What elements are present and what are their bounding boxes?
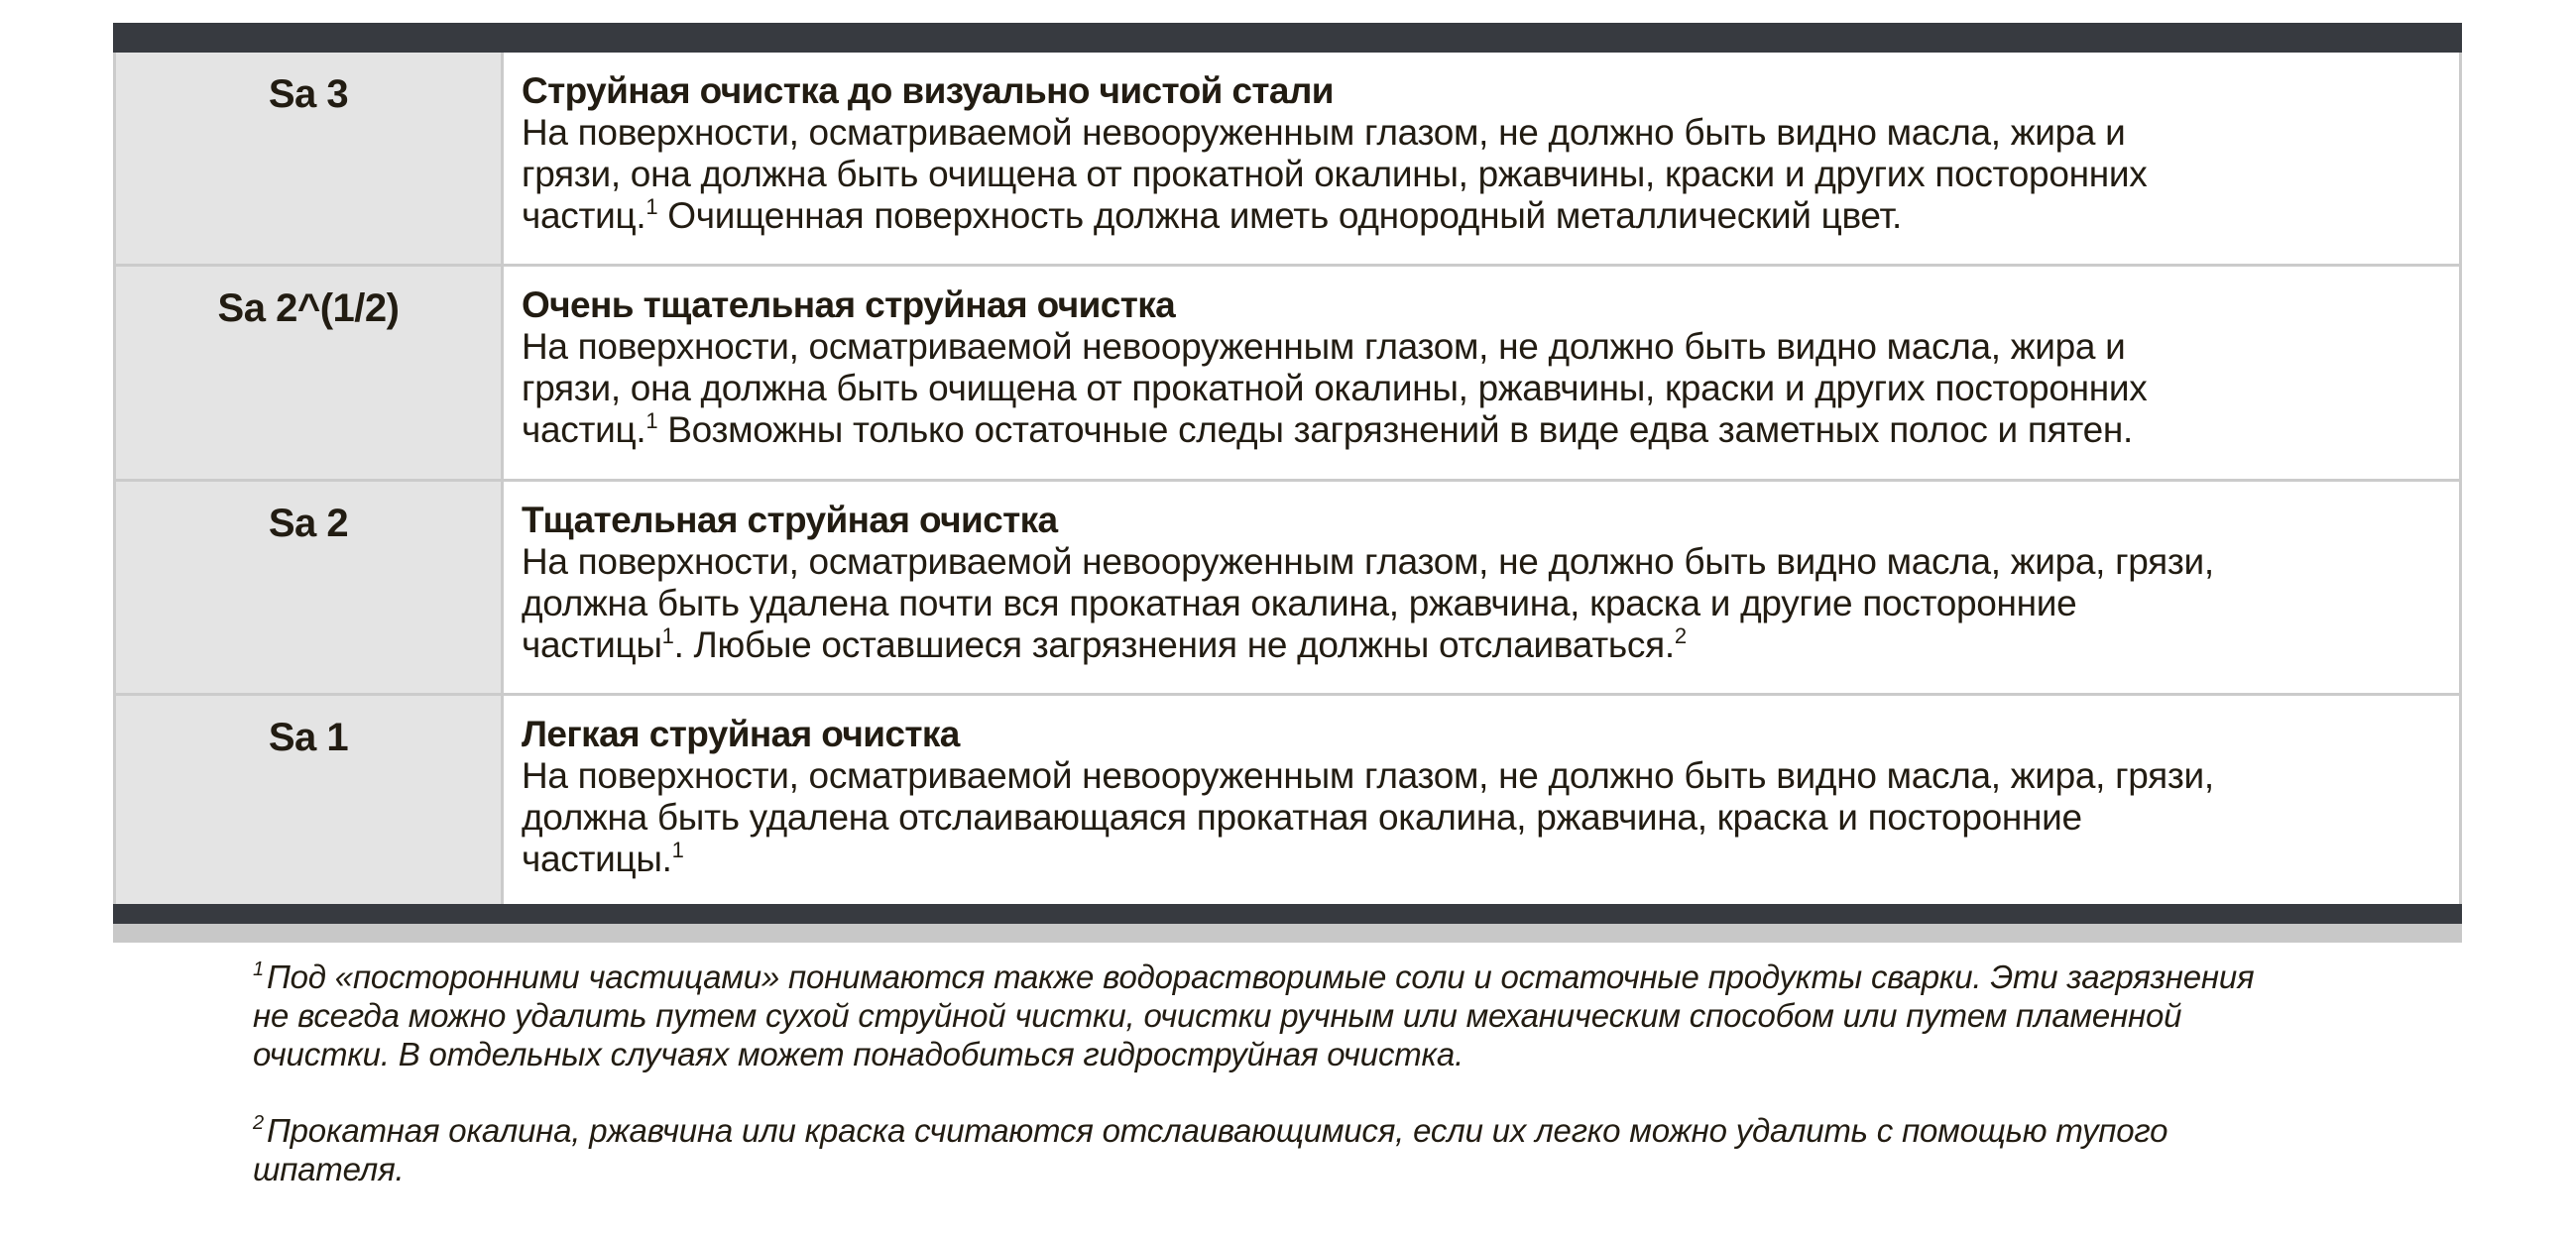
description-line xyxy=(522,839,2459,880)
line-text: частицы xyxy=(522,624,662,665)
description-line: должна быть удалена почти вся прокатная окалина, ржавчина, краска и другие посторонние xyxy=(522,583,2077,623)
table-bottom-bar xyxy=(113,904,2462,924)
table-row-sa2-half xyxy=(116,264,2459,479)
footnote-line: не всегда можно удалить путем сухой струйной чистки, очистки ручным или механическим способом или путем пламенной xyxy=(253,997,2182,1034)
footnote-1 xyxy=(253,957,2474,1073)
description-line xyxy=(522,409,2459,451)
footnote-line: шпателя. xyxy=(253,1151,405,1187)
grade-label: Sa 3 xyxy=(116,53,504,264)
table-row-sa3 xyxy=(116,53,2459,264)
line-text: Прокатная окалина, ржавчина или краска считаются отслаивающимися, если их легко можно удалить с помощью тупого xyxy=(266,1112,2168,1149)
footnote-marker: 1 xyxy=(253,958,264,980)
table-row-sa2 xyxy=(116,479,2459,693)
table-body xyxy=(113,53,2462,904)
grade-description xyxy=(504,482,2459,693)
footnote-ref-1: 1 xyxy=(645,408,658,433)
grade-label: Sa 1 xyxy=(116,696,504,904)
footnote-2 xyxy=(253,1111,2474,1188)
footnote-marker: 2 xyxy=(253,1112,264,1134)
line-text: Возможны только остаточные следы загрязнений в виде едва заметных полос и пятен. xyxy=(657,409,2133,450)
line-text: . Любые оставшиеся загрязнения не должны отслаиваться. xyxy=(673,624,1675,665)
description-line: грязи, она должна быть очищена от прокатной окалины, ржавчины, краски и других посторонних xyxy=(522,368,2148,408)
description-line: должна быть удалена отслаивающаяся прокатная окалина, ржавчина, краска и посторонние xyxy=(522,797,2082,838)
cleaning-grades-table xyxy=(113,23,2462,943)
line-text: Очищенная поверхность должна иметь однородный металлический цвет. xyxy=(657,195,1902,236)
footnotes xyxy=(253,957,2474,1226)
grade-label: Sa 2 xyxy=(116,482,504,693)
description-line xyxy=(522,195,2459,237)
table-row-sa1 xyxy=(116,693,2459,904)
footnote-ref-1: 1 xyxy=(645,194,658,219)
grade-description xyxy=(504,696,2459,904)
description-line: грязи, она должна быть очищена от прокатной окалины, ржавчины, краски и других посторонних xyxy=(522,154,2148,194)
table-shadow-bar xyxy=(113,924,2462,943)
footnote-ref-2: 2 xyxy=(1674,623,1687,648)
grade-description xyxy=(504,267,2459,479)
line-text: частиц. xyxy=(522,409,646,450)
grade-title: Очень тщательная струйная очистка xyxy=(522,284,1176,325)
footnote-ref-1: 1 xyxy=(671,838,684,862)
line-text: частицы. xyxy=(522,839,672,879)
grade-label: Sa 2^(1/2) xyxy=(116,267,504,479)
description-line: На поверхности, осматриваемой невооруженным глазом, не должно быть видно масла, жира, грязи, xyxy=(522,541,2214,582)
grade-title: Струйная очистка до визуально чистой стали xyxy=(522,70,1334,111)
description-line: На поверхности, осматриваемой невооруженным глазом, не должно быть видно масла, жира, грязи, xyxy=(522,755,2214,796)
description-line xyxy=(522,624,2459,666)
footnote-line: очистки. В отдельных случаях может понадобиться гидроструйная очистка. xyxy=(253,1036,1464,1072)
description-line: На поверхности, осматриваемой невооруженным глазом, не должно быть видно масла, жира и xyxy=(522,326,2126,367)
grade-description xyxy=(504,53,2459,264)
line-text: частиц. xyxy=(522,195,646,236)
footnote-line xyxy=(253,957,2474,996)
description-line: На поверхности, осматриваемой невооруженным глазом, не должно быть видно масла, жира и xyxy=(522,112,2126,153)
grade-title: Легкая струйная очистка xyxy=(522,714,960,754)
footnote-line xyxy=(253,1111,2474,1150)
table-top-bar xyxy=(113,23,2462,53)
footnote-ref-1: 1 xyxy=(661,623,674,648)
line-text: Под «посторонними частицами» понимаются также водорастворимые соли и остаточные продукты сварки. Эти загрязнения xyxy=(266,958,2255,995)
grade-title: Тщательная струйная очистка xyxy=(522,500,1058,540)
